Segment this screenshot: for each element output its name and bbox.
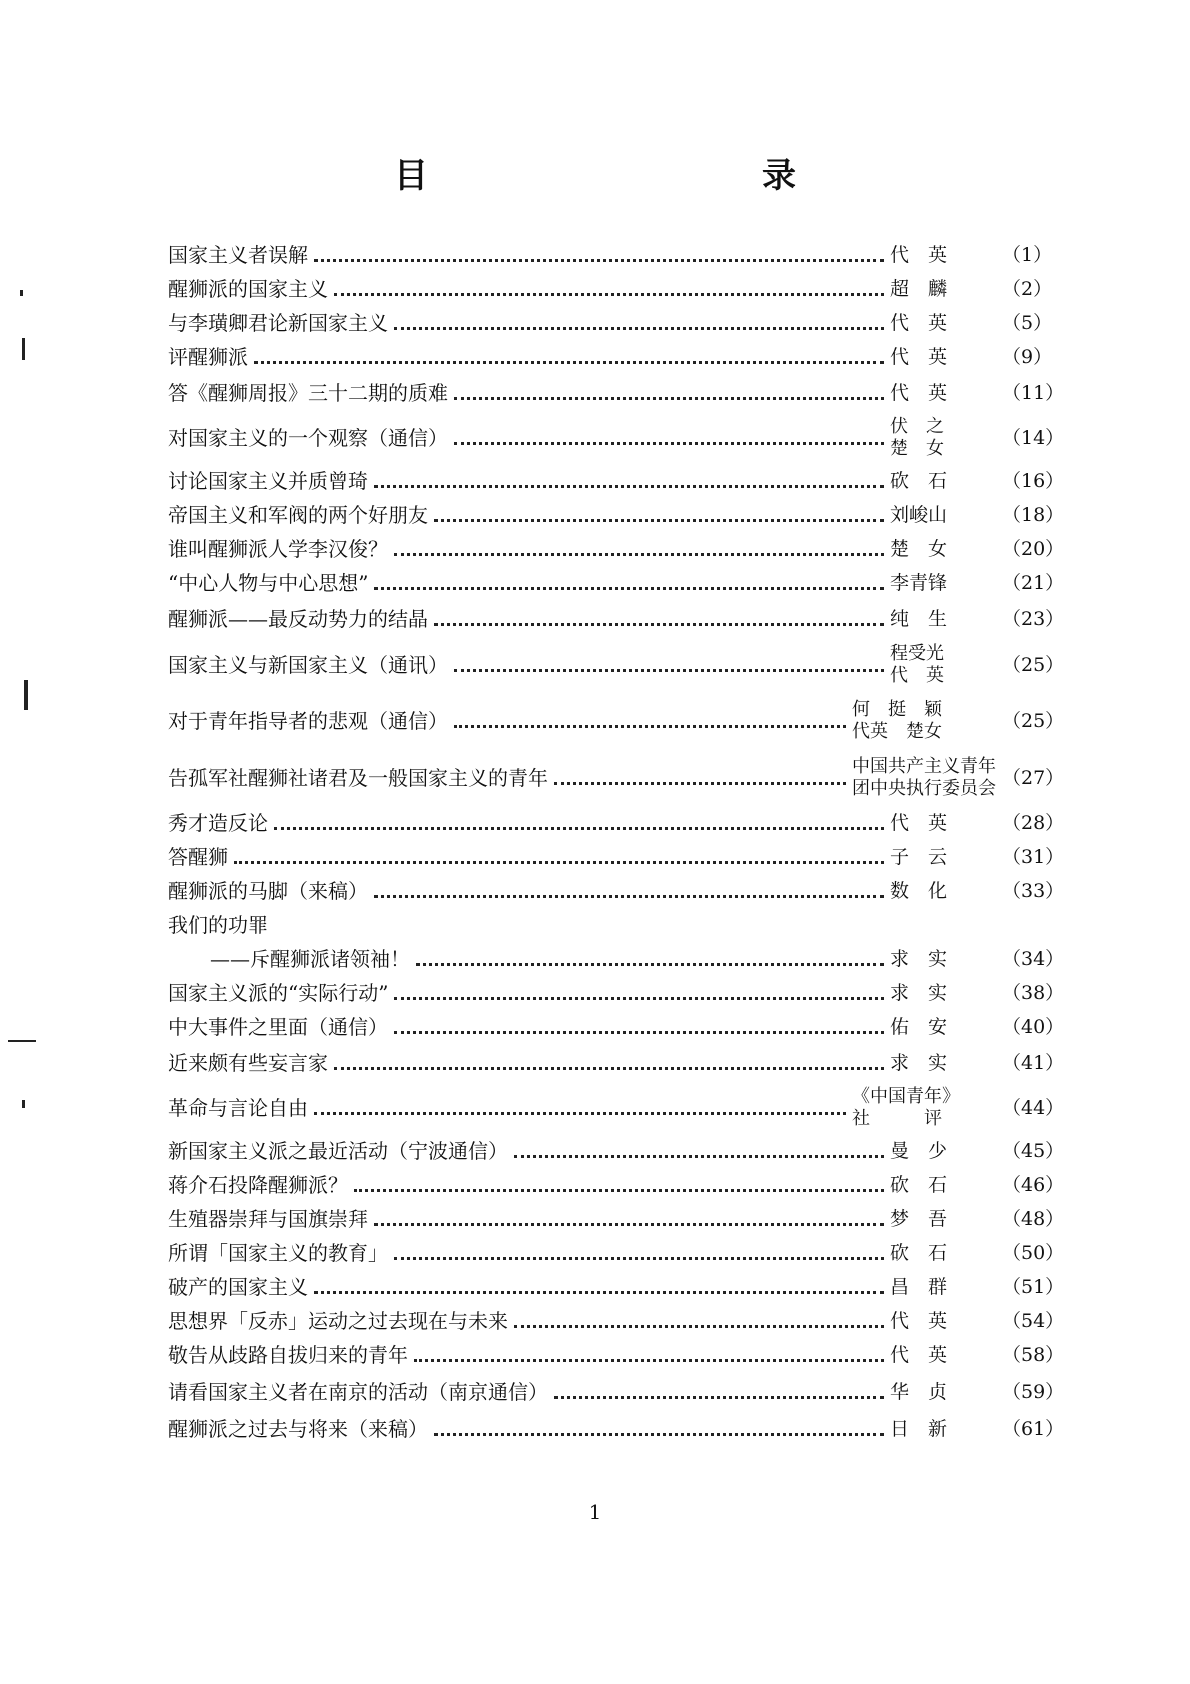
dot-leader (314, 255, 884, 262)
author-line: 代 英 (890, 244, 948, 266)
toc-entry-page: （28） (1002, 812, 1065, 834)
toc-entry-title: 所谓「国家主义的教育」 (168, 1241, 388, 1265)
author-line: 子 云 (890, 846, 948, 868)
author-line: 李青锋 (890, 572, 948, 594)
toc-entry-title: 秀才造反论 (168, 811, 268, 835)
toc-entry-title: 评醒狮派 (168, 345, 248, 369)
toc-entry-title: 国家主义与新国家主义（通讯） (168, 653, 448, 677)
toc-entry-author (890, 416, 1002, 460)
toc-entry (168, 1134, 1068, 1168)
toc-entry-author (890, 1308, 1002, 1334)
toc-entry-title: 告孤军社醒狮社诸君及一般国家主义的青年 (168, 766, 548, 790)
toc-entry-title: 醒狮派的国家主义 (168, 277, 328, 301)
author-line: 团中央执行委员会 (852, 778, 996, 799)
toc-entry (168, 1236, 1068, 1270)
toc-entry-author (890, 502, 1002, 528)
toc-entry-page: （18） (1002, 504, 1065, 526)
toc-entry (168, 272, 1068, 306)
author-line: 代 英 (890, 1344, 948, 1366)
toc-entry-title: 破产的国家主义 (168, 1275, 308, 1299)
toc-entry-title: 与李璜卿君论新国家主义 (168, 311, 388, 335)
toc-entry (168, 566, 1068, 600)
author-line: 社 评 (852, 1108, 942, 1129)
toc-entry-author (890, 1416, 1002, 1442)
toc-entry (168, 874, 1068, 908)
dot-leader (394, 1027, 884, 1034)
toc-entry (168, 1372, 1068, 1412)
toc-entry-page: （34） (1002, 948, 1065, 970)
toc-entry-author (890, 1206, 1002, 1232)
author-line: 纯 生 (890, 608, 948, 630)
toc-entry-page: （48） (1002, 1208, 1065, 1230)
author-line: 华 贞 (890, 1381, 948, 1403)
scan-speck (22, 338, 25, 360)
dot-leader (254, 357, 884, 364)
toc-entry-title: 新国家主义派之最近活动（宁波通信） (168, 1139, 508, 1163)
toc-entry-author (890, 242, 1002, 268)
toc-entry-title: 醒狮派之过去与将来（来稿） (168, 1417, 428, 1441)
dot-leader (314, 1108, 846, 1115)
toc-entry-author (890, 468, 1002, 494)
dot-leader (354, 1185, 884, 1192)
dot-leader (374, 891, 884, 898)
author-line: 代英 楚女 (852, 721, 942, 742)
toc-entry-author (890, 878, 1002, 904)
toc-entry (168, 1270, 1068, 1304)
toc-entry-author (890, 946, 1002, 972)
scan-speck (20, 290, 23, 296)
toc-entry (168, 532, 1068, 566)
toc-entry-author (890, 536, 1002, 562)
author-line: 超 麟 (890, 278, 948, 300)
dot-leader (454, 393, 884, 400)
toc-entry (168, 1412, 1068, 1446)
toc-entry-page: （2） (1002, 278, 1053, 300)
toc-entry-title: 近来颇有些妄言家 (168, 1051, 328, 1075)
toc-entry-page: （46） (1002, 1174, 1065, 1196)
toc-entry-page: （58） (1002, 1344, 1065, 1366)
toc-entry-title: 醒狮派——最反动势力的结晶 (168, 607, 428, 631)
toc-entry (168, 374, 1068, 412)
toc-entry (168, 340, 1068, 374)
page-number: 1 (588, 1500, 602, 1524)
dot-leader (314, 1287, 884, 1294)
toc-entry-title: 国家主义者误解 (168, 243, 308, 267)
author-line: 砍 石 (890, 1174, 948, 1196)
toc-entry-author (890, 1138, 1002, 1164)
toc-entry (168, 750, 1068, 806)
toc-entry-page: （14） (1002, 427, 1065, 449)
toc-entry (168, 1304, 1068, 1338)
toc-entry-author (852, 699, 1002, 743)
toc-entry-author (890, 1014, 1002, 1040)
dot-leader (394, 1253, 884, 1260)
toc-entry-author (890, 380, 1002, 406)
toc-entry-author (890, 1342, 1002, 1368)
toc-entry (168, 638, 1068, 692)
dot-leader (434, 619, 884, 626)
toc-entry-author (890, 643, 1002, 687)
toc-entry (168, 692, 1068, 750)
toc-entry-page: （16） (1002, 470, 1065, 492)
toc-entry-title: 敬告从歧路自拔归来的青年 (168, 1343, 408, 1367)
toc-entry (168, 1044, 1068, 1082)
toc-entry (168, 498, 1068, 532)
toc-entry-author (852, 1086, 1002, 1130)
author-line: 求 实 (890, 1052, 948, 1074)
dot-leader (334, 289, 884, 296)
toc-entry-page: （25） (1002, 710, 1065, 732)
toc-entry-title: 蒋介石投降醒狮派？ (168, 1173, 348, 1197)
scan-speck (22, 1100, 25, 1108)
toc-entry-author (890, 1274, 1002, 1300)
toc-entry-title: “中心人物与中心思想” (168, 571, 369, 595)
dot-leader (434, 515, 884, 522)
toc-entry-page: （45） (1002, 1140, 1065, 1162)
toc-entry-author (890, 1240, 1002, 1266)
toc-entry-page: （40） (1002, 1016, 1065, 1038)
toc-entry-title: 帝国主义和军阀的两个好朋友 (168, 503, 428, 527)
toc-entry (168, 840, 1068, 874)
toc-entry-title: 我们的功罪 (168, 913, 268, 937)
toc-entry-title: 醒狮派的马脚（来稿） (168, 879, 368, 903)
toc-entry-title: 答《醒狮周报》三十二期的质难 (168, 381, 448, 405)
author-line: 代 英 (890, 382, 948, 404)
toc-entry-author (890, 1172, 1002, 1198)
toc-entry-page: （61） (1002, 1418, 1065, 1440)
toc-entry-author (890, 310, 1002, 336)
dot-leader (394, 549, 884, 556)
dot-leader (454, 438, 884, 445)
toc-entry-page: （21） (1002, 572, 1065, 594)
toc-entry (168, 908, 1068, 942)
toc-entry-page: （44） (1002, 1097, 1065, 1119)
toc-entry-author (890, 606, 1002, 632)
author-line: 楚 女 (890, 538, 948, 560)
toc-entry (168, 1168, 1068, 1202)
toc-entry-page: （38） (1002, 982, 1065, 1004)
author-line: 中国共产主义青年 (852, 756, 996, 777)
toc-entry (168, 806, 1068, 840)
toc-entry-page: （31） (1002, 846, 1065, 868)
author-line: 代 英 (890, 1310, 948, 1332)
toc-entry-page: （23） (1002, 608, 1065, 630)
dot-leader (554, 778, 846, 785)
toc-entry-page: （1） (1002, 244, 1053, 266)
toc-entry-title: 谁叫醒狮派人学李汉俊？ (168, 537, 388, 561)
dot-leader (234, 857, 884, 864)
dot-leader (394, 323, 884, 330)
toc-entry-author (890, 1379, 1002, 1405)
dot-leader (416, 959, 884, 966)
toc-entry (168, 600, 1068, 638)
toc-entry-title: 答醒狮 (168, 845, 228, 869)
toc-entry-page: （50） (1002, 1242, 1065, 1264)
toc-entry-page: （41） (1002, 1052, 1065, 1074)
toc-entry (168, 942, 1068, 976)
toc-entry-title: 革命与言论自由 (168, 1096, 308, 1120)
toc-entry-author (890, 844, 1002, 870)
dot-leader (514, 1321, 884, 1328)
toc-entry (168, 1010, 1068, 1044)
toc-entry-author (890, 1050, 1002, 1076)
dot-leader (274, 823, 884, 830)
toc-entry (168, 306, 1068, 340)
author-line: 数 化 (890, 880, 948, 902)
toc-entry-page: （11） (1002, 382, 1065, 404)
toc-entry-title: ——斥醒狮派诸领袖！ (210, 947, 410, 971)
toc-entry-page: （5） (1002, 312, 1053, 334)
table-of-contents (168, 238, 1068, 1446)
toc-entry (168, 976, 1068, 1010)
toc-entry (168, 1202, 1068, 1236)
toc-entry-author (890, 276, 1002, 302)
page-title: 目 录 (394, 156, 946, 196)
toc-entry (168, 464, 1068, 498)
toc-entry-page: （9） (1002, 346, 1053, 368)
author-line: 求 实 (890, 948, 948, 970)
dot-leader (514, 1151, 884, 1158)
dot-leader (374, 481, 884, 488)
toc-entry (168, 1338, 1068, 1372)
toc-entry-title: 讨论国家主义并质曾琦 (168, 469, 368, 493)
author-line: 楚 女 (890, 438, 944, 459)
toc-entry-title: 请看国家主义者在南京的活动（南京通信） (168, 1380, 548, 1404)
toc-entry-title: 思想界「反赤」运动之过去现在与未来 (168, 1309, 508, 1333)
author-line: 程受光 (890, 643, 944, 664)
dot-leader (374, 1219, 884, 1226)
toc-entry-page: （54） (1002, 1310, 1065, 1332)
author-line: 代 英 (890, 312, 948, 334)
author-line: 梦 吾 (890, 1208, 948, 1230)
author-line: 代 英 (890, 812, 948, 834)
dot-leader (434, 1429, 884, 1436)
toc-entry-title: 对于青年指导者的悲观（通信） (168, 709, 448, 733)
toc-entry-page: （20） (1002, 538, 1065, 560)
author-line: 日 新 (890, 1418, 948, 1440)
author-line: 伏 之 (890, 416, 944, 437)
dot-leader (394, 993, 884, 1000)
dot-leader (414, 1355, 884, 1362)
toc-entry (168, 412, 1068, 464)
toc-entry-page: （33） (1002, 880, 1065, 902)
author-line: 砍 石 (890, 1242, 948, 1264)
author-line: 何 挺 颖 (852, 699, 942, 720)
toc-entry-author (890, 344, 1002, 370)
toc-entry-author (890, 570, 1002, 596)
author-line: 砍 石 (890, 470, 948, 492)
dot-leader (334, 1063, 884, 1070)
dot-leader (554, 1392, 884, 1399)
toc-entry-title: 对国家主义的一个观察（通信） (168, 426, 448, 450)
author-line: 佑 安 (890, 1016, 948, 1038)
author-line: 刘峻山 (890, 504, 948, 526)
toc-entry-author (890, 980, 1002, 1006)
toc-entry (168, 1082, 1068, 1134)
author-line: 昌 群 (890, 1276, 948, 1298)
toc-entry-title: 国家主义派的“实际行动” (168, 981, 389, 1005)
author-line: 《中国青年》 (852, 1086, 960, 1107)
dot-leader (374, 583, 884, 590)
toc-entry-author (890, 810, 1002, 836)
author-line: 代 英 (890, 665, 944, 686)
toc-entry-author (852, 756, 1002, 800)
toc-entry-title: 中大事件之里面（通信） (168, 1015, 388, 1039)
dot-leader (454, 665, 884, 672)
toc-entry (168, 238, 1068, 272)
author-line: 代 英 (890, 346, 948, 368)
scan-speck (24, 680, 28, 710)
toc-entry-page: （59） (1002, 1381, 1065, 1403)
toc-entry-page: （51） (1002, 1276, 1065, 1298)
toc-entry-page: （25） (1002, 654, 1065, 676)
toc-entry-title: 生殖器崇拜与国旗崇拜 (168, 1207, 368, 1231)
author-line: 曼 少 (890, 1140, 948, 1162)
toc-entry-page: （27） (1002, 767, 1065, 789)
author-line: 求 实 (890, 982, 948, 1004)
scan-speck (8, 1040, 36, 1042)
dot-leader (454, 721, 846, 728)
